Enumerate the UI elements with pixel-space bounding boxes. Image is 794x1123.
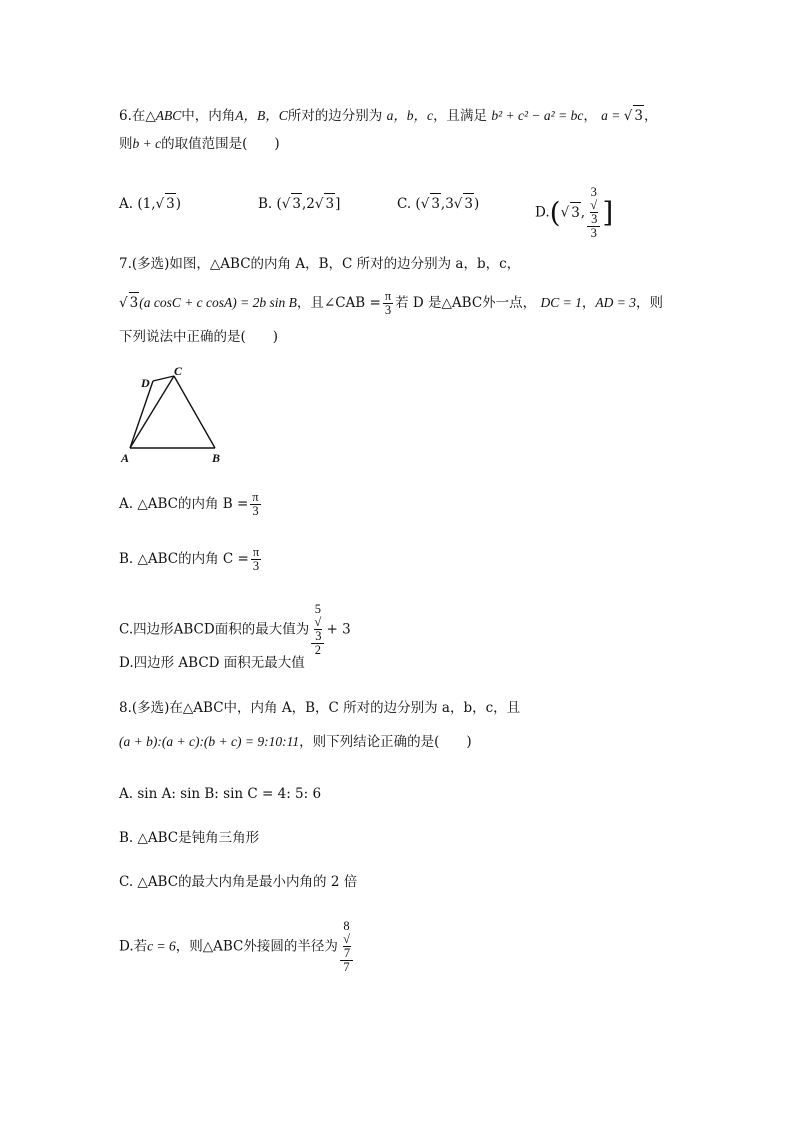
q7-stem-line1: 7.(多选)如图，△ABC的内角 A，B，C 所对的边分别为 a，b，c，: [119, 256, 521, 272]
q7-option-a: A. △ABC的内角 B = $\frac{\pi}{3}$: [119, 490, 259, 518]
q6-option-b: B. (√ 3,2√ 3]: [258, 193, 340, 214]
q7-stem-line2: √ 3(a cosC + c cosA) = 2b sin B，且∠CAB = $\frac{\pi}{3}$ 若 D 是△ABC外一点， DC = 1，AD = 3，则: [119, 289, 663, 317]
triangle-figure: [115, 362, 230, 467]
q7-stem-line3: 下列说法中正确的是( ): [119, 329, 279, 345]
q7-option-d: D.四边形 ABCD 面积无最大值: [119, 655, 305, 671]
q6-option-d: D.(√ 3, 3 √ 3 3 ]: [535, 185, 614, 240]
segment-cb: [174, 376, 215, 448]
q7-option-c: C.四边形ABCD面积的最大值为 5 √ 3 2 + 3: [119, 602, 351, 657]
q6-option-a: A. (1,√ 3): [119, 193, 181, 214]
segment-ad: [130, 381, 153, 448]
label-b: B: [212, 451, 221, 465]
label-c: C: [174, 364, 183, 378]
q8-option-a: A. sin A: sin B: sin C = 4: 5: 6: [119, 786, 322, 802]
segment-ac: [130, 376, 174, 448]
q8-stem-line2: (a + b):(a + c):(b + c) = 9:10:11，则下列结论正确的是( ): [119, 734, 472, 750]
q8-option-b: B. △ABC是钝角三角形: [119, 830, 260, 846]
q6-stem-line2: 则b + c的取值范围是( ): [119, 136, 280, 152]
q8-stem-line1: 8.(多选)在△ABC中，内角 A，B，C 所对的边分别为 a，b，c，且: [119, 700, 521, 716]
q8-option-d: D.若c = 6，则△ABC外接圆的半径为 8 √ 7 7: [119, 920, 355, 974]
q7-option-b: B. △ABC的内角 C = $\frac{\pi}{3}$: [119, 545, 260, 573]
q8-option-c: C. △ABC的最大内角是最小内角的 2 倍: [119, 874, 358, 890]
q6-stem-line1: 6.在△ABC中，内角A，B，C所对的边分别为 a，b，c，且满足 b² + c² − a² = bc， a = √ 3，: [119, 105, 657, 126]
label-a: A: [121, 451, 130, 465]
q6-option-c: C. (√ 3,3√ 3): [397, 193, 479, 214]
label-d: D: [141, 376, 150, 390]
